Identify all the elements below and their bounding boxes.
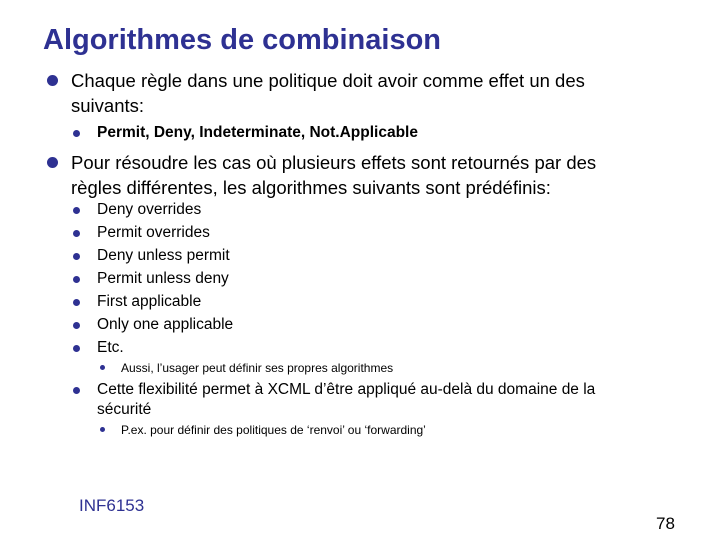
algorithm-item: Permit unless deny	[97, 270, 229, 287]
bullet-icon	[73, 130, 80, 137]
bullet-icon	[73, 230, 80, 237]
point1-line2: suivants:	[71, 95, 145, 116]
flexibility-note: P.ex. pour définir des politiques de ‘renvoi’ ou ‘forwarding’	[121, 423, 426, 437]
bullet-icon	[73, 253, 80, 260]
algorithm-item: First applicable	[97, 293, 202, 310]
slide-title: Algorithmes de combinaison	[43, 24, 441, 56]
bullet-icon	[100, 365, 105, 370]
bullet-icon	[73, 276, 80, 283]
point2-line1: Pour résoudre les cas où plusieurs effets sont retournés par des	[71, 152, 597, 173]
bullet-icon	[73, 387, 80, 394]
page-number: 78	[656, 514, 675, 533]
bullet-icon	[73, 345, 80, 352]
bullet-icon	[100, 427, 105, 432]
algorithm-item: Only one applicable	[97, 316, 234, 333]
algorithm-item: Permit overrides	[97, 224, 210, 241]
bullet-icon	[73, 207, 80, 214]
flexibility-line1: Cette flexibilité permet à XCML d’être appliqué au-delà du domaine de la	[97, 381, 596, 398]
effects-list: Permit, Deny, Indeterminate, Not.Applicable	[97, 124, 418, 141]
bullet-icon	[47, 157, 58, 168]
point2-line2: règles différentes, les algorithmes suivants sont prédéfinis:	[71, 177, 551, 198]
etc-note: Aussi, l’usager peut définir ses propres algorithmes	[121, 361, 394, 375]
algorithm-item: Deny unless permit	[97, 247, 230, 264]
point1-line1: Chaque règle dans une politique doit avoir comme effet un des	[71, 70, 585, 91]
bullet-icon	[73, 322, 80, 329]
bullet-icon	[73, 299, 80, 306]
flexibility-line2: sécurité	[97, 401, 152, 418]
algorithm-item: Deny overrides	[97, 201, 202, 218]
bullet-icon	[47, 75, 58, 86]
course-code: INF6153	[79, 496, 145, 515]
algorithm-item: Etc.	[97, 339, 124, 356]
